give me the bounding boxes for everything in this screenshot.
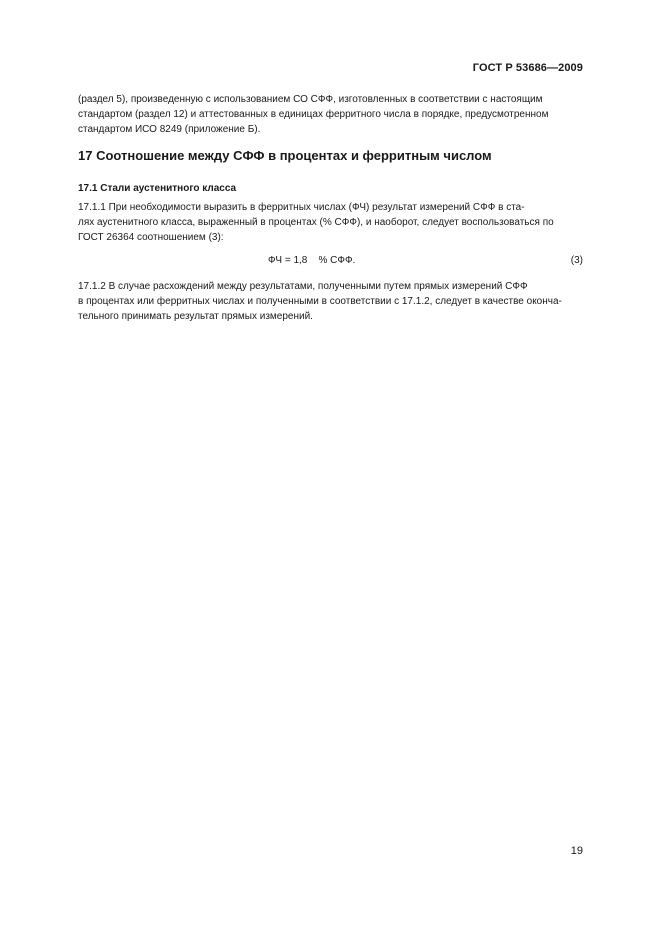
formula-number: (3)	[570, 255, 583, 266]
paragraph-17-1-2: 17.1.2 В случае расхождений между результатами, полученными путем прямых измерений СФФ в процентах или ферритных числах и полученными в соответствии с 17.1.2, следует в качестве оконча- тельного принимать результат прямых измерений.	[78, 281, 562, 322]
subsection-heading: 17.1 Стали аустенитного класса	[78, 183, 237, 194]
formula-expression: ФЧ = 1,8 % СФФ.	[268, 255, 356, 266]
page-number: 19	[570, 845, 583, 857]
standard-code-header: ГОСТ Р 53686—2009	[472, 62, 583, 74]
formula-line	[78, 255, 583, 270]
section-heading: 17 Соотношение между СФФ в процентах и ферритным числом	[78, 148, 492, 163]
paragraph-17-1-1: 17.1.1 При необходимости выразить в ферритных числах (ФЧ) результат измерений СФФ в ста- лях аустенитного класса, выраженный в процентах (% СФФ), и наоборот, следует воспользоваться по ГОСТ 26364 соотношением (3):	[78, 202, 554, 243]
continuation-paragraph: (раздел 5), произведенную с использованием СО СФФ, изготовленных в соответствии с настоящим стандартом (раздел 12) и аттестованных в единицах ферритного числа в порядке, предусмотренном стандартом ИСО 8249 (приложение Б).	[78, 94, 549, 135]
